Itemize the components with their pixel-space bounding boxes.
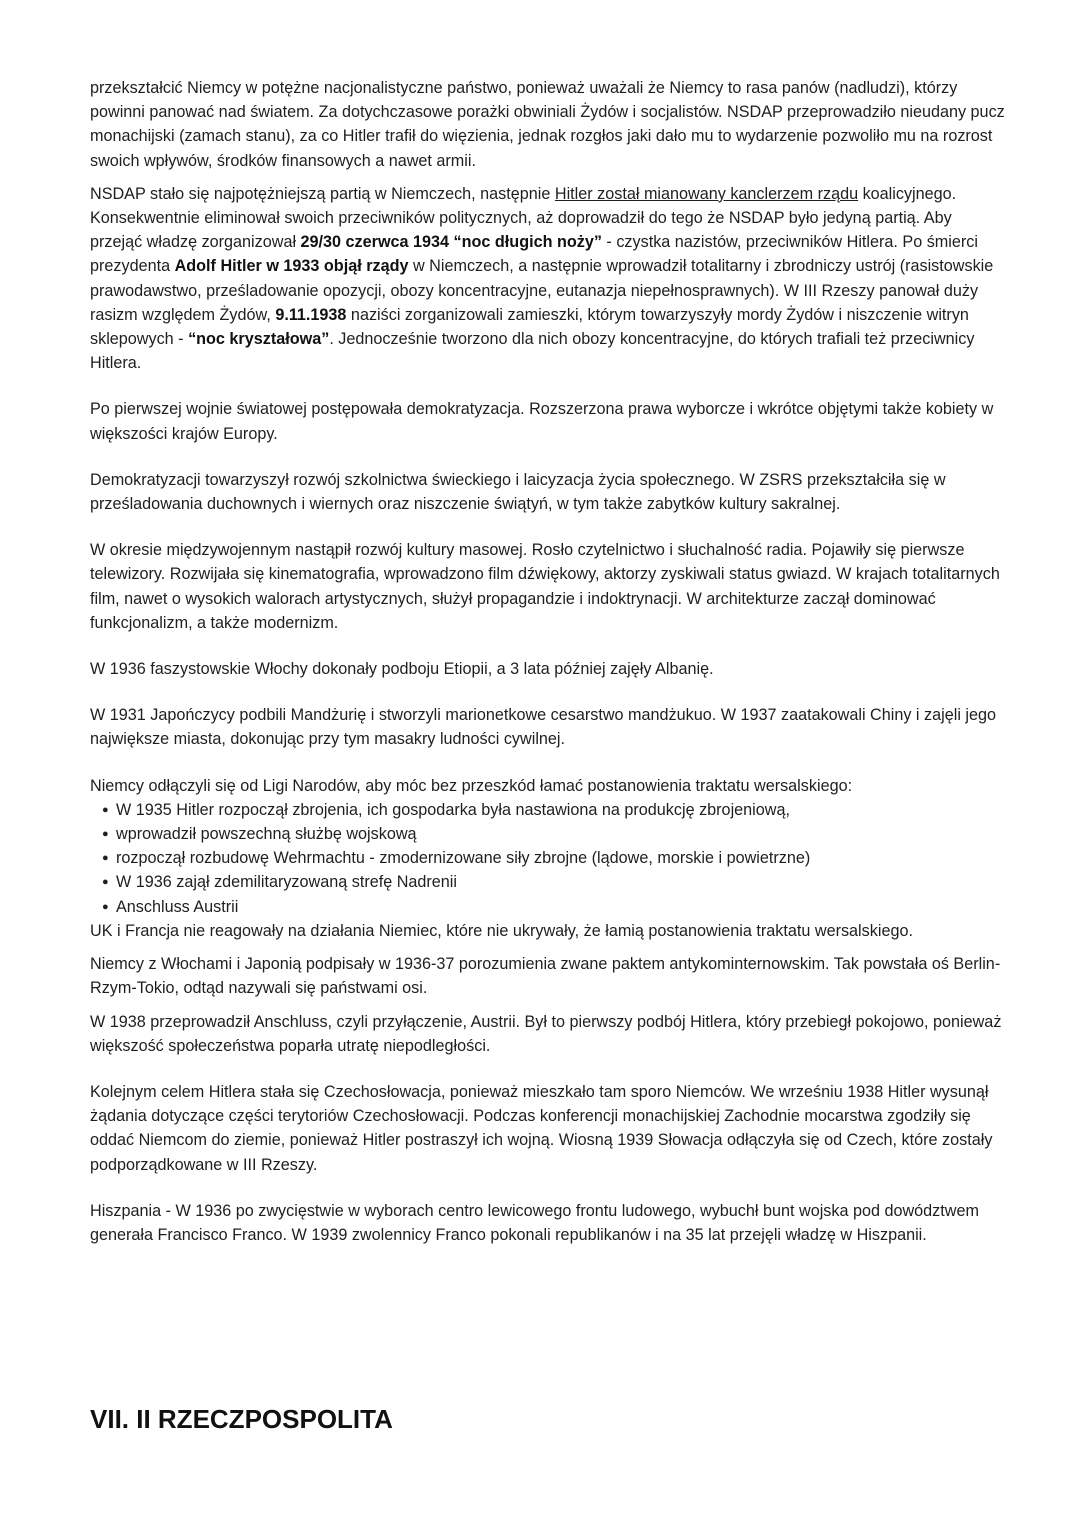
paragraph-spain: Hiszpania - W 1936 po zwycięstwie w wyborach centro lewicowego frontu ludowego, wybuchł bunt wojska pod dowództwem generała Francisco Franco. W 1939 zwolennicy Franco pokonali republikanów i na 35 lat przejęli władzę w Hiszpanii. [90, 1201, 979, 1244]
paragraph-secularization: Demokratyzacji towarzyszył rozwój szkolnictwa świeckiego i laicyzacja życia społecznego. W ZSRS przekształciła się w prześladowania duchownych i wiernych oraz niszczenie świątyń, w tym także zabytków kultury sakralnej. [90, 470, 946, 514]
bullet-list [90, 798, 1005, 919]
bold-night-of-long-knives: 29/30 czerwca 1934 “noc długich noży” [300, 233, 602, 252]
text-span: NSDAP stało się najpotężniejszą partią w Niemczech, następnie [90, 184, 555, 203]
paragraph-japan: W 1931 Japończycy podbili Mandżurię i stworzyli marionetkowe cesarstwo mandżukuo. W 1937 zaatakowali Chiny i zajęli jego największe miasta, dokonując przy tym masakry ludności cywilnej. [90, 706, 997, 749]
paragraph-mass-culture: W okresie międzywojennym nastąpił rozwój kultury masowej. Rosło czytelnictwo i słuchalność radia. Pojawiły się pierwsze telewizory. Rozwijała się kinematografia, wprowadzono film dźwiękowy, aktorzy zyskiwali status gwiazd. W krajach totalitarnych film, nawet o wysokich walorach artystycznych, służył propagandzie i indoktrynacji. W architekturze zaczął dominować funkcjonalizm, a także modernizm. [90, 541, 1000, 632]
document-body [90, 76, 1005, 1247]
list-item: ● Anschluss Austrii [102, 895, 1005, 919]
paragraph-uk-france: UK i Francja nie reagowały na działania Niemiec, które nie ukrywały, że łamią postanowienia traktatu wersalskiego. [90, 921, 913, 940]
text-span: naziści zorganizowali zamieszki, którym towarzyszyły mordy Żydów i niszczenie witryn sklepowych - [90, 305, 969, 349]
paragraph-hitler-rise [90, 182, 1005, 376]
underlined-text: Hitler został mianowany kanclerzem rządu [554, 184, 859, 203]
paragraph-nsdap-ideology: przekształcić Niemcy w potężne nacjonalistyczne państwo, ponieważ uważali że Niemcy to rasa panów (nadludzi), którzy powinni panować nad światem. Za dotychczasowe porażki obwiniali Żydów i socjalistów. NSDAP przeprowadziło nieudany pucz monachijski (zamach stanu), za co Hitler trafił do więzienia, jednak rozgłos jaki dało mu to wydarzenie pozwoliło mu na rozrost swoich wpływów, środków finansowych a nawet armii. [90, 79, 1005, 170]
list-item: ● wprowadził powszechną służbę wojskową [102, 822, 1005, 846]
text-span: . Jednocześnie tworzono dla nich obozy koncentracyjne, do których trafiali też przeciwnicy Hitlera. [90, 330, 975, 373]
bold-hitler-took-power: Adolf Hitler w 1933 objął rządy [174, 257, 409, 276]
list-item: ● W 1935 Hitler rozpoczął zbrojenia, ich gospodarka była nastawiona na produkcję zbrojeniową, [102, 798, 1005, 822]
list-item: ● rozpoczął rozbudowę Wehrmachtu - zmodernizowane siły zbrojne (lądowe, morskie i powietrzne) [102, 846, 1005, 870]
section-heading: VII. II RZECZPOSPOLITA [90, 1404, 393, 1434]
text-span: koalicyjnego. Konsekwentnie eliminował swoich przeciwników politycznych, aż doprowadził do tego że NSDAP było jedyną partią. Aby przejąć władzę zorganizował [90, 184, 957, 252]
bold-date: 9.11.1938 [275, 305, 347, 324]
paragraph-italy: W 1936 faszystowskie Włochy dokonały podboju Etiopii, a 3 lata później zajęły Albanię. [90, 660, 714, 679]
text-span: w Niemczech, a następnie wprowadził totalitarny i zbrodniczy ustrój (rasistowskie prawodawstwo, prześladowanie opozycji, obozy koncentracyjne, eutanazja niepełnosprawnych). W III Rzeszy panował duży rasizm względem Żydów, [90, 257, 994, 324]
paragraph-anschluss: W 1938 przeprowadził Anschluss, czyli przyłączenie, Austrii. Był to pierwszy podbój Hitlera, który przebiegł pokojowo, ponieważ większość społeczeństwa poparła utratę niepodległości. [90, 1012, 1002, 1055]
list-item: ● W 1936 zajął zdemilitaryzowaną strefę Nadrenii [102, 870, 1005, 894]
text-span: - czystka nazistów, przeciwników Hitlera. Po śmierci prezydenta [90, 233, 978, 276]
paragraph-germany-league: Niemcy odłączyli się od Ligi Narodów, aby móc bez przeszkód łamać postanowienia traktatu wersalskiego: [90, 776, 853, 795]
paragraph-axis: Niemcy z Włochami i Japonią podpisały w 1936-37 porozumienia zwane paktem antykominternowskim. Tak powstała oś Berlin-Rzym-Tokio, odtąd nazywali się państwami osi. [90, 955, 1001, 998]
paragraph-democratization: Po pierwszej wojnie światowej postępowała demokratyzacja. Rozszerzona prawa wyborcze i wkrótce objętymi także kobiety w większości krajów Europy. [90, 400, 994, 443]
bold-kristallnacht: “noc kryształowa” [188, 330, 330, 349]
paragraph-czechoslovakia: Kolejnym celem Hitlera stała się Czechosłowacja, ponieważ mieszkało tam sporo Niemców. We wrześniu 1938 Hitler wysunął żądania dotyczące części terytoriów Czechosłowacji. Podczas konferencji monachijskiej Zachodnie mocarstwa zgodziły się oddać Niemcom do ziemie, ponieważ Hitler postraszył ich wojną. Wiosną 1939 Słowacja odłączyła się od Czech, które zostały podporządkowane w III Rzeszy. [90, 1082, 993, 1174]
